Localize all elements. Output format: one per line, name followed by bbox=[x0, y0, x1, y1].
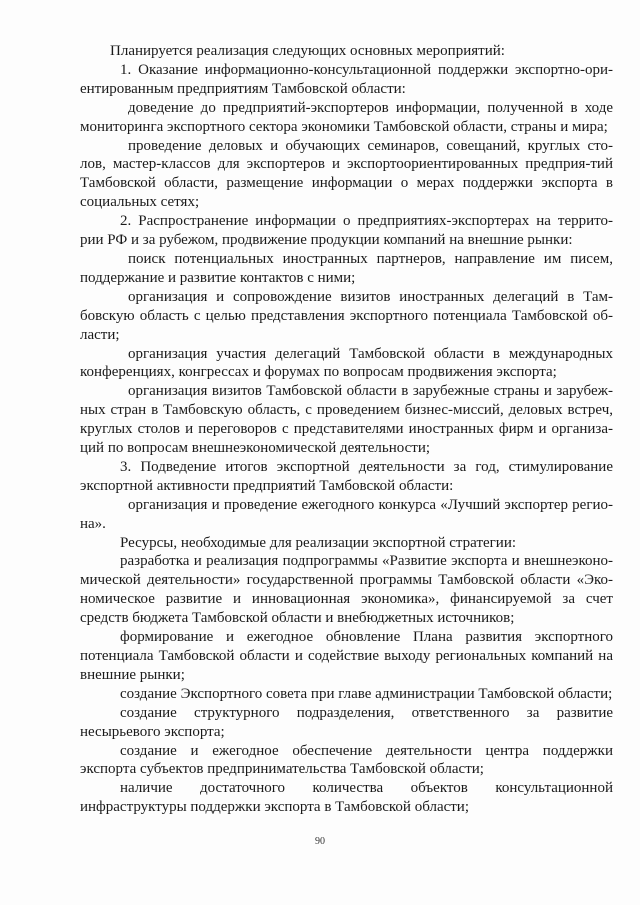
paragraph: наличие достаточного количества объектов консультационной инфраструктуры поддержки экспорта в Тамбовской области; bbox=[80, 780, 613, 816]
paragraph: доведение до предприятий-экспортеров информации, полученной в ходе мониторинга экспортного сектора экономики Тамбовской области, страны и мира; bbox=[80, 99, 613, 135]
paragraph: создание Экспортного совета при главе администрации Тамбовской области; bbox=[120, 685, 613, 702]
paragraph: создание структурного подразделения, ответственного за развитие несырьевого экспорта; bbox=[80, 704, 613, 740]
paragraph: 1. Оказание информационно-консультационной поддержки экспортно-ори-ентированным предприятиям Тамбовской области: bbox=[80, 61, 613, 97]
paragraph: формирование и ежегодное обновление Плана развития экспортного потенциала Тамбовской области и содействие выходу региональных компаний на внешние рынки; bbox=[80, 629, 613, 683]
document-body bbox=[80, 42, 613, 817]
paragraph: Ресурсы, необходимые для реализации экспортной стратегии: bbox=[120, 534, 517, 551]
paragraph: организация и проведение ежегодного конкурса «Лучший экспортер регио-на». bbox=[80, 496, 613, 532]
paragraph: организация визитов Тамбовской области в зарубежные страны и зарубеж-ных стран в Тамбовскую область, с проведением бизнес-миссий, деловых встреч, круглых столов и переговоров с представителями иностранных фирм и организа-ций по вопросам внешнеэкономической деятельности; bbox=[80, 383, 613, 457]
paragraph: организация и сопровождение визитов иностранных делегаций в Там-бовскую область с целью представления экспортного потенциала Тамбовской об-ласти; bbox=[80, 288, 613, 343]
paragraph: организация участия делегаций Тамбовской области в международных конференциях, конгрессах и форумах по вопросам продвижения экспорта; bbox=[80, 345, 613, 381]
paragraph: поиск потенциальных иностранных партнеров, направление им писем, поддержание и развитие контактов с ними; bbox=[80, 250, 613, 286]
paragraph: 2. Распространение информации о предприятиях-экспортерах на террито-рии РФ и за рубежом, продвижение продукции компаний на внешние рынки: bbox=[80, 213, 613, 249]
page-number: 90 bbox=[315, 836, 325, 847]
paragraph: создание и ежегодное обеспечение деятельности центра поддержки экспорта субъектов предпринимательства Тамбовской области; bbox=[80, 742, 613, 778]
paragraph: 3. Подведение итогов экспортной деятельности за год, стимулирование экспортной активности предприятий Тамбовской области: bbox=[80, 458, 613, 494]
paragraph: разработка и реализация подпрограммы «Развитие экспорта и внешнеэконо-мической деятельности» государственной программы Тамбовской области «Эко-номическое развитие и инновационная экономика», финансируемой за счет средств бюджета Тамбовской области и внебюджетных источников; bbox=[80, 553, 613, 627]
paragraph: проведение деловых и обучающих семинаров, совещаний, круглых сто-лов, мастер-классов для экспортеров и экспортоориентированных предприя-тий Тамбовской области, размещение информации о мерах поддержки экспорта в социальных сетях; bbox=[80, 137, 613, 211]
paragraph: Планируется реализация следующих основных мероприятий: bbox=[110, 43, 505, 59]
